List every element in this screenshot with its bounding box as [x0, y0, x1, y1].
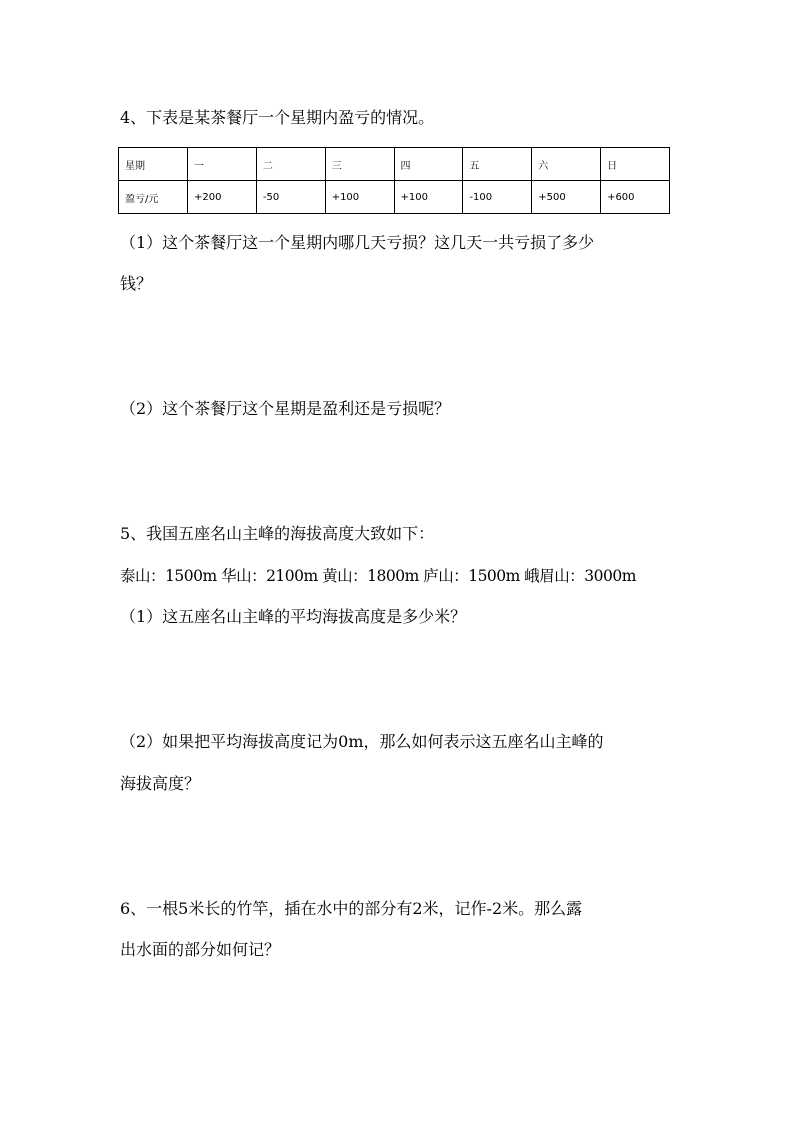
q5-sub2-line2: 海拔高度？ [120, 774, 201, 793]
q4-sub1-line2: 钱？ [120, 274, 153, 293]
table-row [119, 181, 670, 214]
q6-line2: 出水面的部分如何记？ [120, 940, 281, 959]
q4-sub1-line1: （1）这个茶餐厅这一个星期内哪几天亏损？这几天一共亏损了多少 [120, 233, 595, 252]
q5-sub2-line1: （2）如果把平均海拔高度记为0m，那么如何表示这五座名山主峰的 [120, 732, 604, 751]
q6-line1: 6、一根5米长的竹竿，插在水中的部分有2米，记作-2米。那么露 [120, 899, 583, 918]
table-header-row [119, 148, 670, 181]
table-cell: 星期 [119, 148, 188, 181]
table-cell: +200 [188, 181, 257, 214]
q4-title: 4、下表是某茶餐厅一个星期内盈亏的情况。 [120, 108, 435, 127]
table-cell: 四 [394, 148, 463, 181]
table-cell: -50 [256, 181, 325, 214]
table-cell: 二 [256, 148, 325, 181]
q5-title: 5、我国五座名山主峰的海拔高度大致如下： [120, 524, 435, 543]
table-cell: +500 [532, 181, 601, 214]
table-cell: 日 [601, 148, 670, 181]
q4-sub2: （2）这个茶餐厅这个星期是盈利还是亏损呢？ [120, 399, 451, 418]
profit-loss-table [118, 147, 670, 214]
table-cell: 三 [325, 148, 394, 181]
table-cell: 六 [532, 148, 601, 181]
table-cell: 盈亏/元 [119, 181, 188, 214]
table-cell: -100 [463, 181, 532, 214]
table-cell: +100 [325, 181, 394, 214]
q5-heights: 泰山：1500m 华山：2100m 黄山：1800m 庐山：1500m 峨眉山：3000m [120, 567, 636, 585]
table-cell: 五 [463, 148, 532, 181]
q5-sub1: （1）这五座名山主峰的平均海拔高度是多少米？ [120, 607, 467, 626]
table-cell: 一 [188, 148, 257, 181]
table-cell: +100 [394, 181, 463, 214]
table-cell: +600 [601, 181, 670, 214]
